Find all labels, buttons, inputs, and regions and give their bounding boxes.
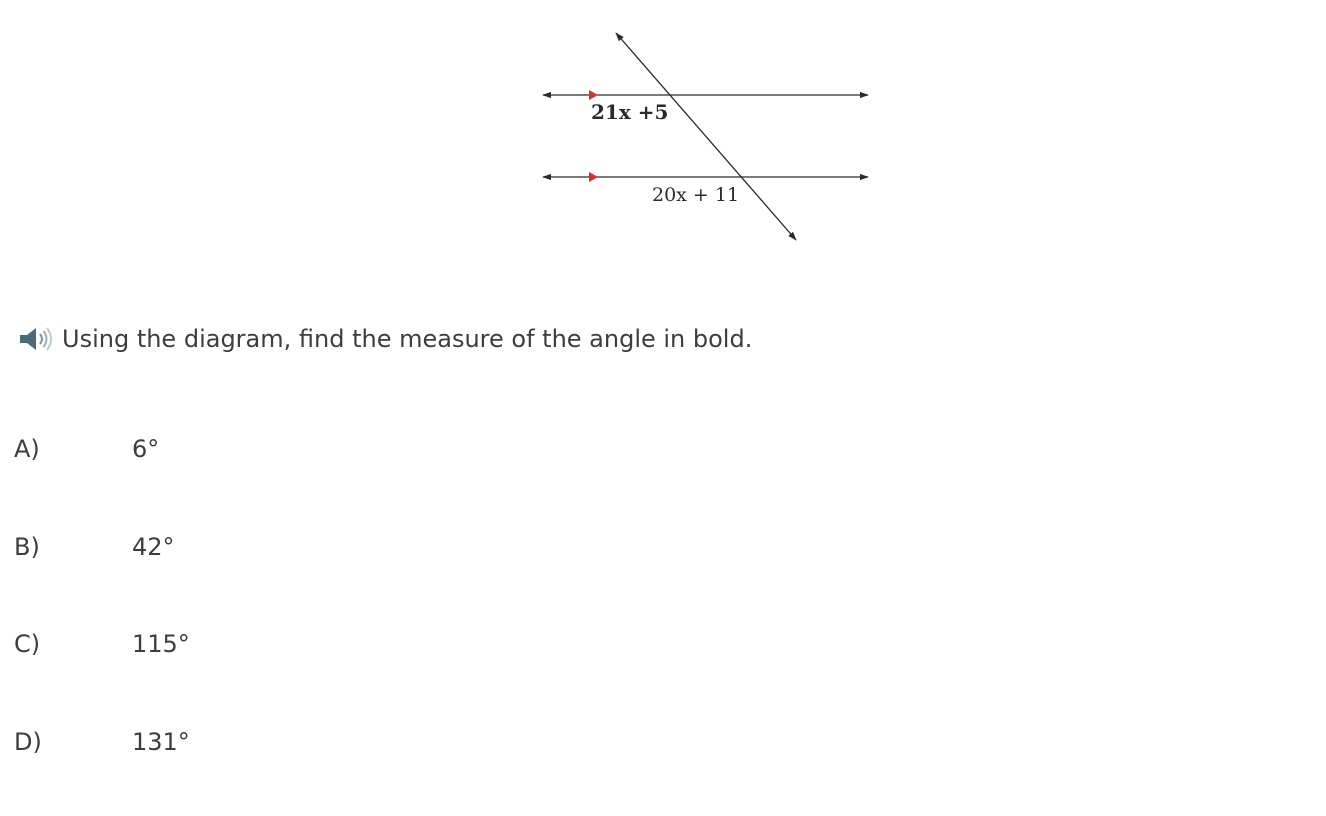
question-text: Using the diagram, find the measure of the angle in bold. — [62, 325, 753, 353]
choice-letter: A) — [14, 435, 40, 463]
choice-letter: B) — [14, 533, 40, 561]
choice-value: 6° — [132, 435, 160, 463]
answer-choice-d[interactable] — [14, 725, 190, 759]
answer-choice-c[interactable] — [14, 627, 190, 661]
choice-letter: D) — [14, 728, 42, 756]
choice-value: 131° — [132, 728, 190, 756]
transversal-line — [616, 33, 796, 240]
speaker-icon[interactable] — [18, 325, 58, 353]
answer-choice-a[interactable] — [14, 432, 159, 466]
parallel-lines-diagram — [520, 20, 890, 260]
choice-value: 42° — [132, 533, 175, 561]
choice-letter: C) — [14, 630, 41, 658]
choice-value: 115° — [132, 630, 190, 658]
angle-label: 20x + 11 — [652, 184, 740, 206]
parallel-marker-bottom — [589, 172, 598, 182]
angle-label-bold: 21x +5 — [591, 100, 669, 124]
parallel-marker-top — [589, 90, 598, 100]
question — [18, 322, 752, 356]
answer-choice-b[interactable] — [14, 530, 175, 564]
